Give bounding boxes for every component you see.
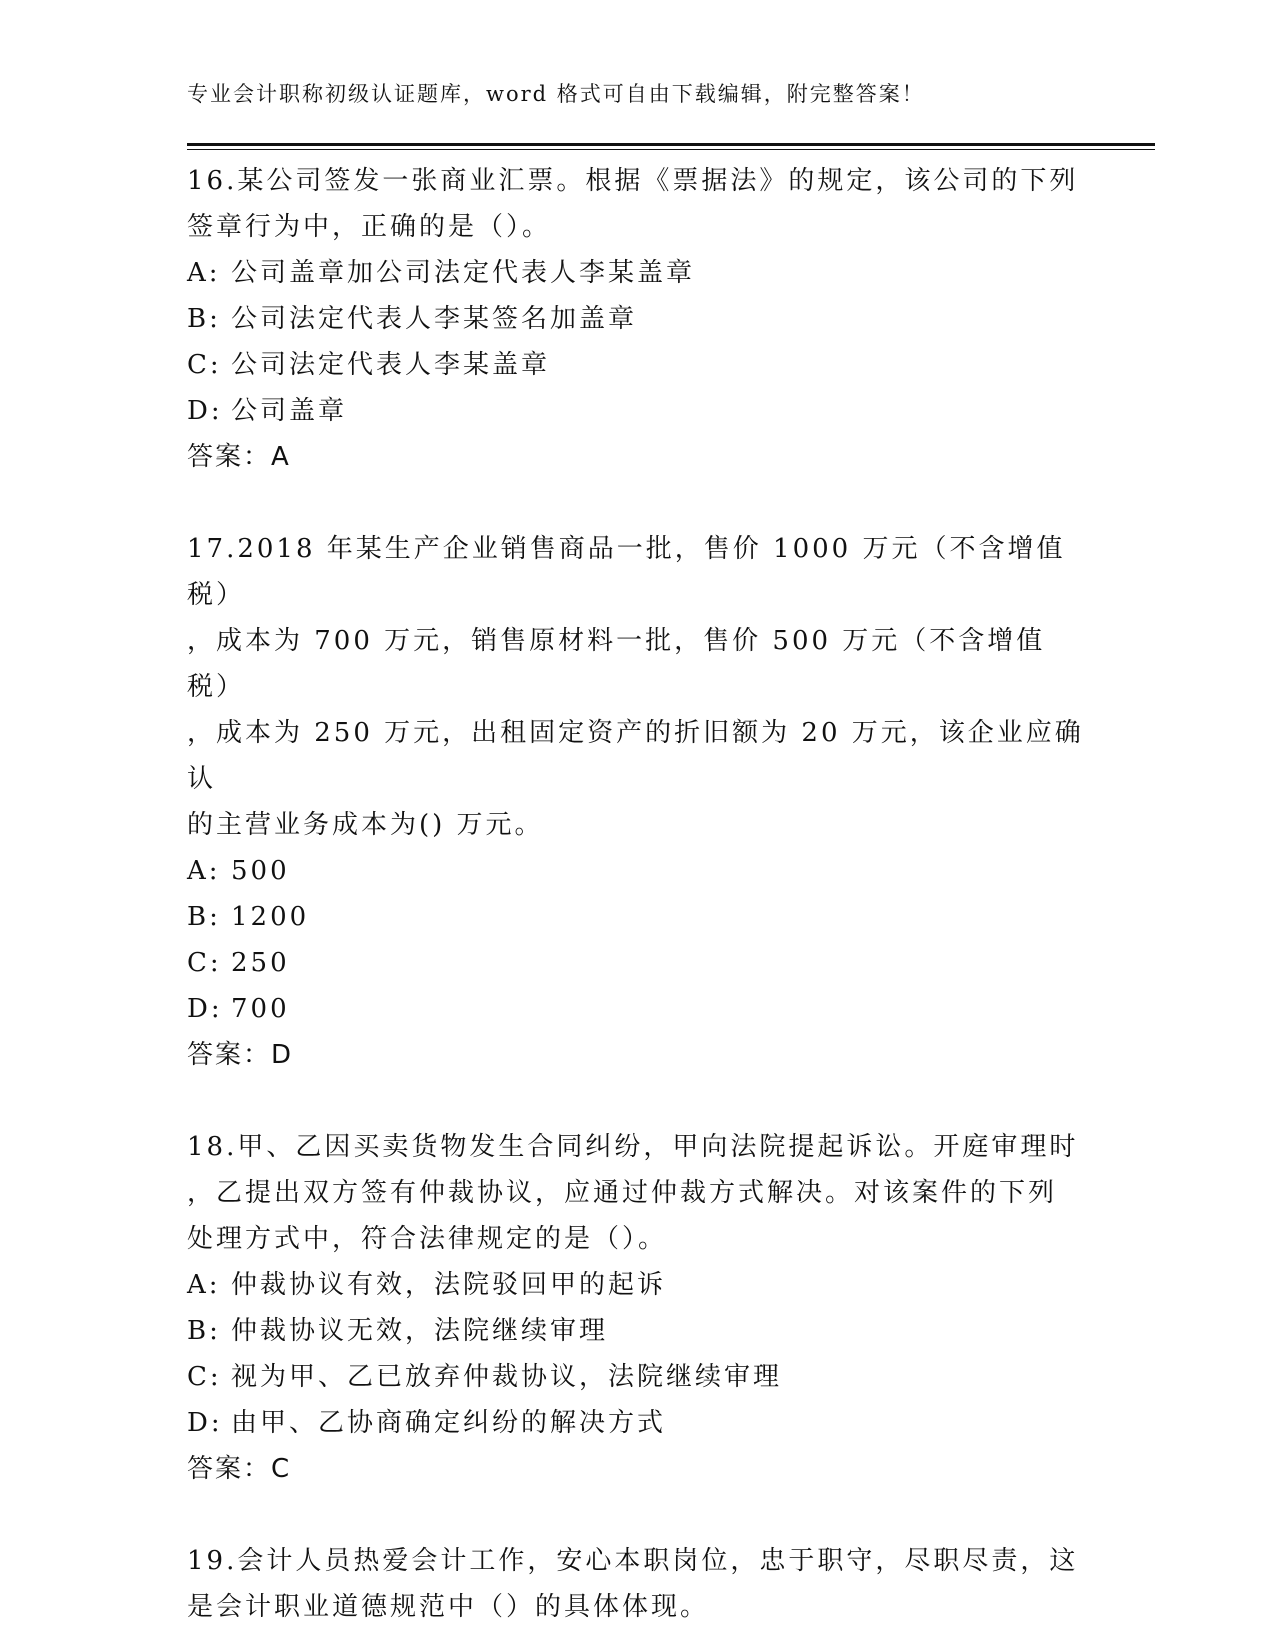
question-text-line: 处理方式中，符合法律规定的是（）。 (187, 1224, 668, 1254)
option-text: 公司盖章加公司法定代表人李某盖章 (231, 258, 696, 288)
option-letter: A: (187, 856, 221, 886)
question-text-line: 的主营业务成本为() 万元。 (187, 810, 544, 840)
option-c (187, 342, 1087, 388)
spacer (187, 1492, 1087, 1538)
answer-line: 答案：C (187, 1454, 292, 1484)
option-text: 700 (231, 994, 290, 1024)
question-16 (187, 158, 1087, 480)
option-letter: D: (187, 396, 223, 426)
option-letter: C: (187, 350, 222, 380)
header-rule-thin (187, 149, 1155, 150)
option-letter: A: (187, 258, 221, 288)
option-a (187, 848, 1087, 894)
spacer (187, 1078, 1087, 1124)
option-a (187, 1262, 1087, 1308)
option-b (187, 1308, 1087, 1354)
question-text-line: ，成本为 700 万元，销售原材料一批，售价 500 万元（不含增值税） (187, 626, 1046, 702)
option-d (187, 1400, 1087, 1446)
question-text-line: ，成本为 250 万元，出租固定资产的折旧额为 20 万元，该企业应确认 (187, 718, 1084, 794)
option-letter: C: (187, 1362, 222, 1392)
question-text-line: 16.某公司签发一张商业汇票。根据《票据法》的规定，该公司的下列 (187, 166, 1079, 196)
page-header: 专业会计职称初级认证题库，word 格式可自由下载编辑，附完整答案！ (187, 82, 925, 106)
option-text: 仲裁协议有效，法院驳回甲的起诉 (231, 1270, 667, 1300)
question-text-line: 19.会计人员热爱会计工作，安心本职岗位，忠于职守，尽职尽责，这 (187, 1546, 1079, 1576)
question-text-line: 签章行为中，正确的是（）。 (187, 212, 552, 242)
option-letter: B: (187, 902, 221, 932)
option-letter: A: (187, 1270, 221, 1300)
option-letter: B: (187, 304, 221, 334)
option-text: 公司法定代表人李某盖章 (231, 350, 551, 380)
option-d (187, 388, 1087, 434)
question-19 (187, 1538, 1087, 1630)
option-text: 由甲、乙协商确定纠纷的解决方式 (231, 1408, 667, 1438)
option-b (187, 894, 1087, 940)
option-text: 公司盖章 (231, 396, 348, 426)
option-text: 仲裁协议无效，法院继续审理 (231, 1316, 609, 1346)
question-text-line: ，乙提出双方签有仲裁协议，应通过仲裁方式解决。对该案件的下列 (187, 1178, 1058, 1208)
question-18 (187, 1124, 1087, 1492)
option-text: 500 (231, 856, 290, 886)
option-d (187, 986, 1087, 1032)
option-text: 250 (231, 948, 290, 978)
option-letter: D: (187, 994, 223, 1024)
answer-line: 答案：A (187, 442, 291, 472)
option-letter: C: (187, 948, 222, 978)
spacer (187, 480, 1087, 526)
answer-line: 答案：D (187, 1040, 294, 1070)
header-rule-thick (187, 143, 1155, 146)
option-a (187, 250, 1087, 296)
option-c (187, 940, 1087, 986)
option-text: 视为甲、乙已放弃仲裁协议，法院继续审理 (231, 1362, 783, 1392)
option-b (187, 296, 1087, 342)
option-letter: B: (187, 1316, 221, 1346)
question-17 (187, 526, 1087, 1078)
question-text-line: 17.2018 年某生产企业销售商品一批，售价 1000 万元（不含增值税） (187, 534, 1066, 610)
option-text: 公司法定代表人李某签名加盖章 (231, 304, 638, 334)
question-list (187, 158, 1087, 1630)
question-text-line: 是会计职业道德规范中（）的具体体现。 (187, 1592, 710, 1622)
option-letter: D: (187, 1408, 223, 1438)
option-text: 1200 (231, 902, 310, 932)
option-c (187, 1354, 1087, 1400)
question-text-line: 18.甲、乙因买卖货物发生合同纠纷，甲向法院提起诉讼。开庭审理时 (187, 1132, 1079, 1162)
